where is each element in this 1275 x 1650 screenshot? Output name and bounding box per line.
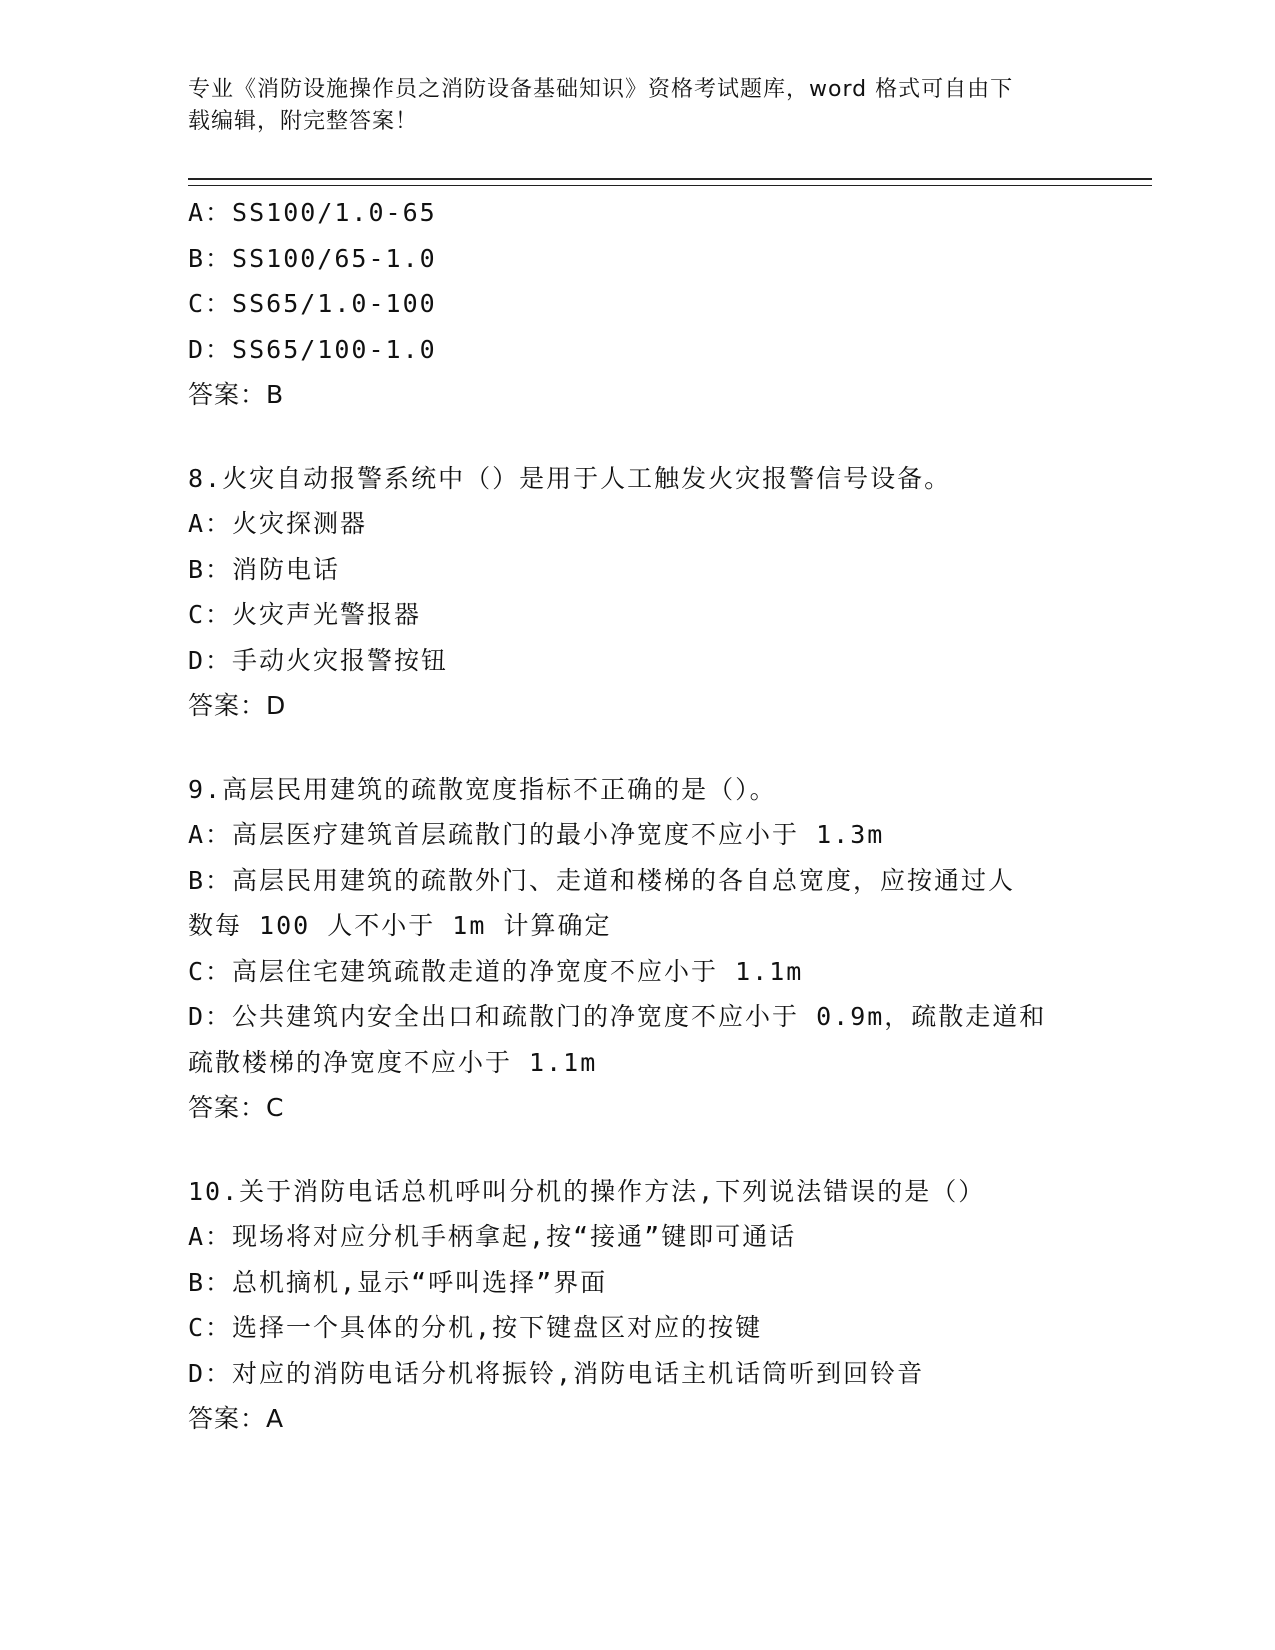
option-b-continued: 数每 100 人不小于 1m 计算确定 [188, 911, 612, 940]
option-b: B：高层民用建筑的疏散外门、走道和楼梯的各自总宽度，应按通过人 [188, 865, 1016, 895]
option-d: D：SS65/100-1.0 [188, 334, 437, 364]
option-c: C：高层住宅建筑疏散走道的净宽度不应小于 1.1m [188, 956, 804, 986]
answer-line: 答案：D [188, 691, 287, 720]
option-a: A：SS100/1.0-65 [188, 198, 437, 227]
option-b: B：消防电话 [188, 554, 341, 584]
question-block-10 [188, 1169, 1088, 1442]
option-c: C：选择一个具体的分机,按下键盘区对应的按键 [188, 1313, 763, 1342]
question-block-8 [188, 456, 1088, 729]
option-a: A：现场将对应分机手柄拿起,按“接通”键即可通话 [188, 1222, 797, 1251]
question-text: 8.火灾自动报警系统中（）是用于人工触发火灾报警信号设备。 [188, 463, 952, 493]
option-c: C：火灾声光警报器 [188, 600, 422, 629]
option-d-continued: 疏散楼梯的净宽度不应小于 1.1m [188, 1047, 598, 1077]
document-header [188, 74, 1088, 138]
answer-line: 答案：B [188, 380, 285, 409]
header-divider [188, 178, 1152, 186]
option-d: D：手动火灾报警按钮 [188, 645, 449, 675]
question-text: 10.关于消防电话总机呼叫分机的操作方法,下列说法错误的是（） [188, 1176, 986, 1206]
question-block-9 [188, 767, 1088, 1131]
option-d: D：对应的消防电话分机将振铃,消防电话主机话筒听到回铃音 [188, 1358, 925, 1388]
question-block-7 [188, 190, 1088, 418]
header-line-1: 专业《消防设施操作员之消防设备基础知识》资格考试题库，word 格式可自由下 [188, 77, 1014, 102]
option-d: D：公共建筑内安全出口和疏散门的净宽度不应小于 0.9m，疏散走道和 [188, 1002, 1047, 1031]
option-b: B：SS100/65-1.0 [188, 243, 437, 273]
answer-line: 答案：A [188, 1404, 285, 1433]
question-text: 9.高层民用建筑的疏散宽度指标不正确的是（）。 [188, 774, 777, 804]
question-list [188, 190, 1088, 1480]
option-b: B：总机摘机,显示“呼叫选择”界面 [188, 1267, 608, 1297]
answer-line: 答案：C [188, 1093, 285, 1122]
header-line-2: 载编辑，附完整答案！ [188, 109, 419, 134]
option-a: A：火灾探测器 [188, 509, 368, 538]
option-c: C：SS65/1.0-100 [188, 289, 437, 318]
option-a: A：高层医疗建筑首层疏散门的最小净宽度不应小于 1.3m [188, 820, 885, 849]
